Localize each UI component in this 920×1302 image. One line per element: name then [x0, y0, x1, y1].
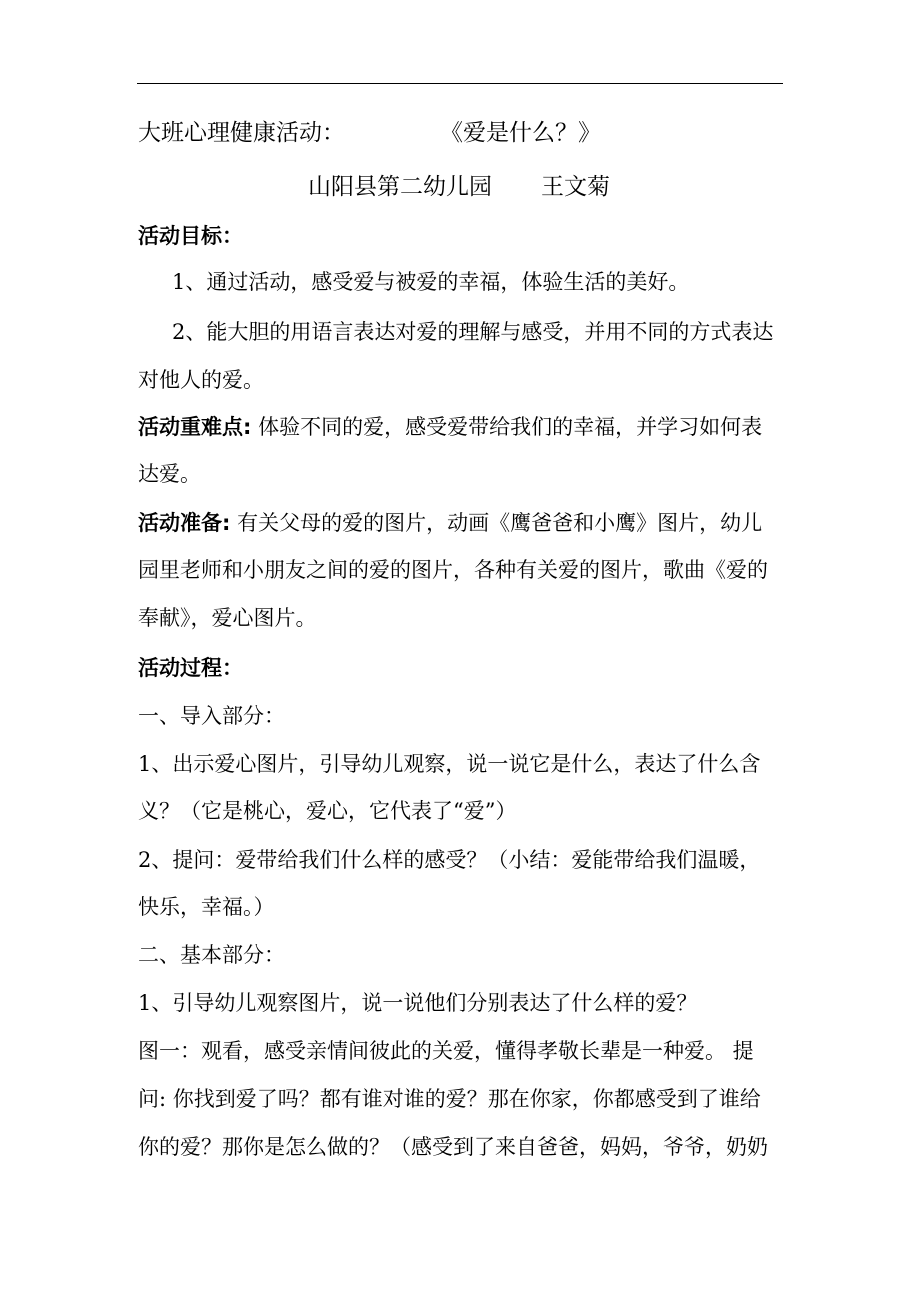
- part1-item2-line-1: 2、提问：爱带给我们什么样的感受？（小结：爱能带给我们温暖，: [138, 848, 761, 872]
- part1-item1-line-2: 义？（它是桃心，爱心，它代表了“爱”）: [138, 799, 517, 823]
- goal-item-2-line-1: 2、能大胆的用语言表达对爱的理解与感受，并用不同的方式表达: [172, 320, 774, 344]
- figure1-line-3: 你的爱？那你是怎么做的？（感受到了来自爸爸，妈妈，爷爷，奶奶: [138, 1135, 768, 1159]
- key-points-line-1: [138, 413, 798, 441]
- preparation-line-1: [138, 509, 798, 537]
- key-points-label: 活动重难点:: [138, 415, 252, 439]
- preparation-label: 活动准备:: [138, 511, 231, 535]
- part1-heading: 一、导入部分：: [138, 704, 285, 728]
- goals-heading: 活动目标：: [138, 224, 243, 248]
- preparation-line-3: 奉献》，爱心图片。: [138, 606, 317, 630]
- figure1-line-1: 图一：观看，感受亲情间彼此的关爱，懂得孝敬长辈是一种爱。 提: [138, 1039, 754, 1063]
- part2-heading: 二、基本部分：: [138, 943, 285, 967]
- preparation-line-2: 园里老师和小朋友之间的爱的图片，各种有关爱的图片，歌曲《爱的: [138, 558, 768, 582]
- figure1-line-2: 问: 你找到爱了吗？都有谁对谁的爱？那在你家，你都感受到了谁给: [138, 1087, 761, 1111]
- document-title: 《爱是什么？》: [440, 120, 601, 146]
- key-points-line-2: 达爱。: [138, 462, 201, 486]
- process-heading: 活动过程：: [138, 656, 243, 680]
- part1-item1-line-1: 1、出示爱心图片，引导幼儿观察，说一说它是什么，表达了什么含: [138, 752, 761, 776]
- header-rule: [137, 83, 783, 84]
- title-prefix: 大班心理健康活动：: [138, 120, 345, 146]
- author-name: 王文菊: [541, 174, 610, 200]
- part1-item2-line-2: 快乐，幸福。）: [138, 895, 275, 919]
- key-points-text-1: 体验不同的爱，感受爱带给我们的幸福，并学习如何表: [258, 415, 763, 439]
- part2-item1: 1、引导幼儿观察图片，说一说他们分别表达了什么样的爱？: [138, 991, 698, 1015]
- preparation-text-1: 有关父母的爱的图片，动画《鹰爸爸和小鹰》图片，幼儿: [237, 511, 763, 535]
- goal-item-2-line-2: 对他人的爱。: [138, 368, 264, 392]
- goal-item-1: 1、通过活动，感受爱与被爱的幸福，体验生活的美好。: [172, 270, 690, 294]
- school-name: 山阳县第二幼儿园: [308, 174, 492, 200]
